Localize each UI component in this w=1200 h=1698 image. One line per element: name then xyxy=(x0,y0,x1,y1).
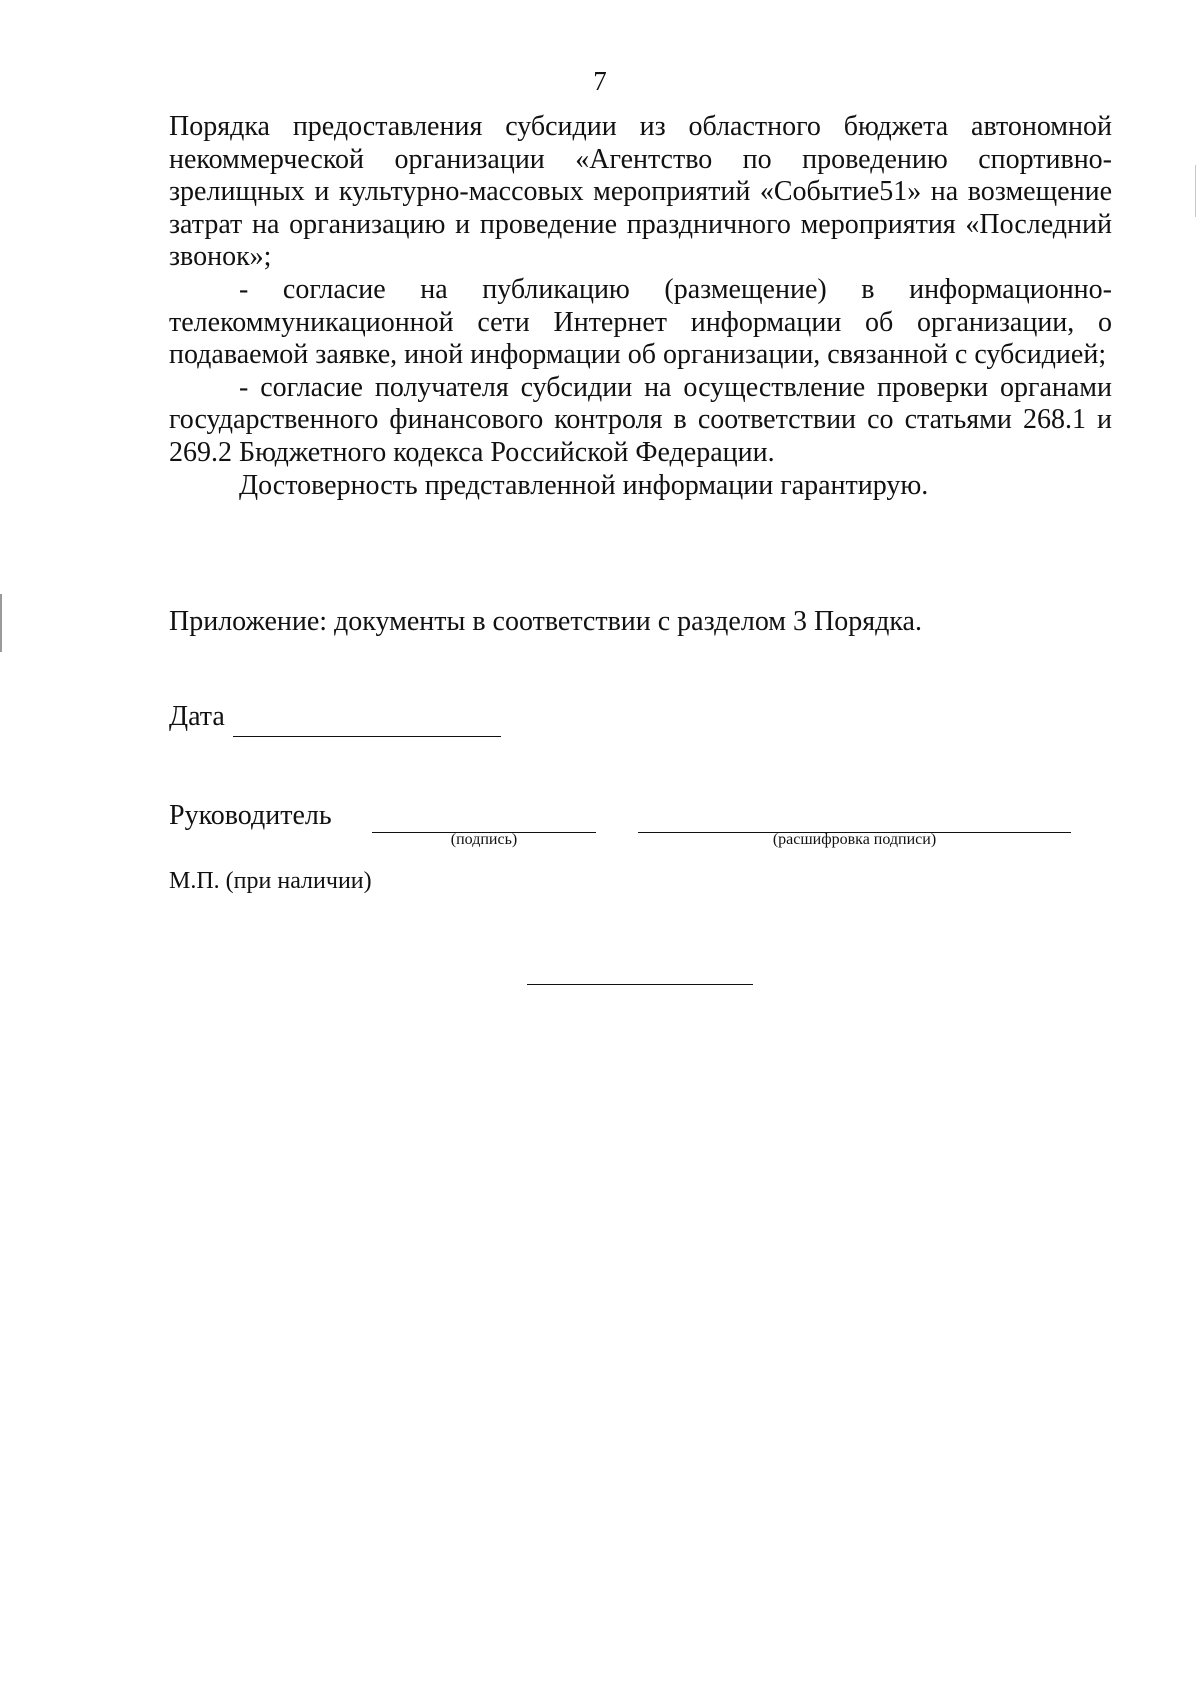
date-label: Дата xyxy=(169,701,225,732)
decoding-caption: (расшифровка подписи) xyxy=(772,831,937,848)
paragraph-guarantee: Достоверность представленной информации гарантирую. xyxy=(239,469,929,501)
scan-edge-mark xyxy=(1195,165,1196,217)
date-blank-line xyxy=(233,736,501,737)
end-rule xyxy=(527,984,753,985)
paragraph-audit-consent: - согласие получателя субсидии на осуществление проверки органами государственного финансового контроля в соответствии со статьями 268.1 и 269.2 Бюджетного кодекса Российской Федерации. xyxy=(169,371,1112,468)
stamp-label: М.П. (при наличии) xyxy=(169,868,372,894)
paragraph-order-continuation: Порядка предоставления субсидии из областного бюджета автономной некоммерческой организации «Агентство по проведению спортивно-зрелищных и культурно-массовых мероприятий «Событие51» на возмещение затрат на организацию и проведение праздничного мероприятия «Последний звонок»; xyxy=(169,111,1112,273)
appendix-line: Приложение: документы в соответствии с разделом 3 Порядка. xyxy=(169,606,922,637)
paragraph-publication-consent: - согласие на публикацию (размещение) в информационно-телекоммуникационной сети Интернет информации об организации, о подаваемой заявке, иной информации об организации, связанной с субсидией; xyxy=(169,273,1112,371)
page-number: 7 xyxy=(593,66,607,96)
scan-edge-mark xyxy=(0,594,2,652)
body-text xyxy=(169,111,1112,502)
head-label: Руководитель xyxy=(169,800,332,831)
signature-caption: (подпись) xyxy=(450,831,518,848)
